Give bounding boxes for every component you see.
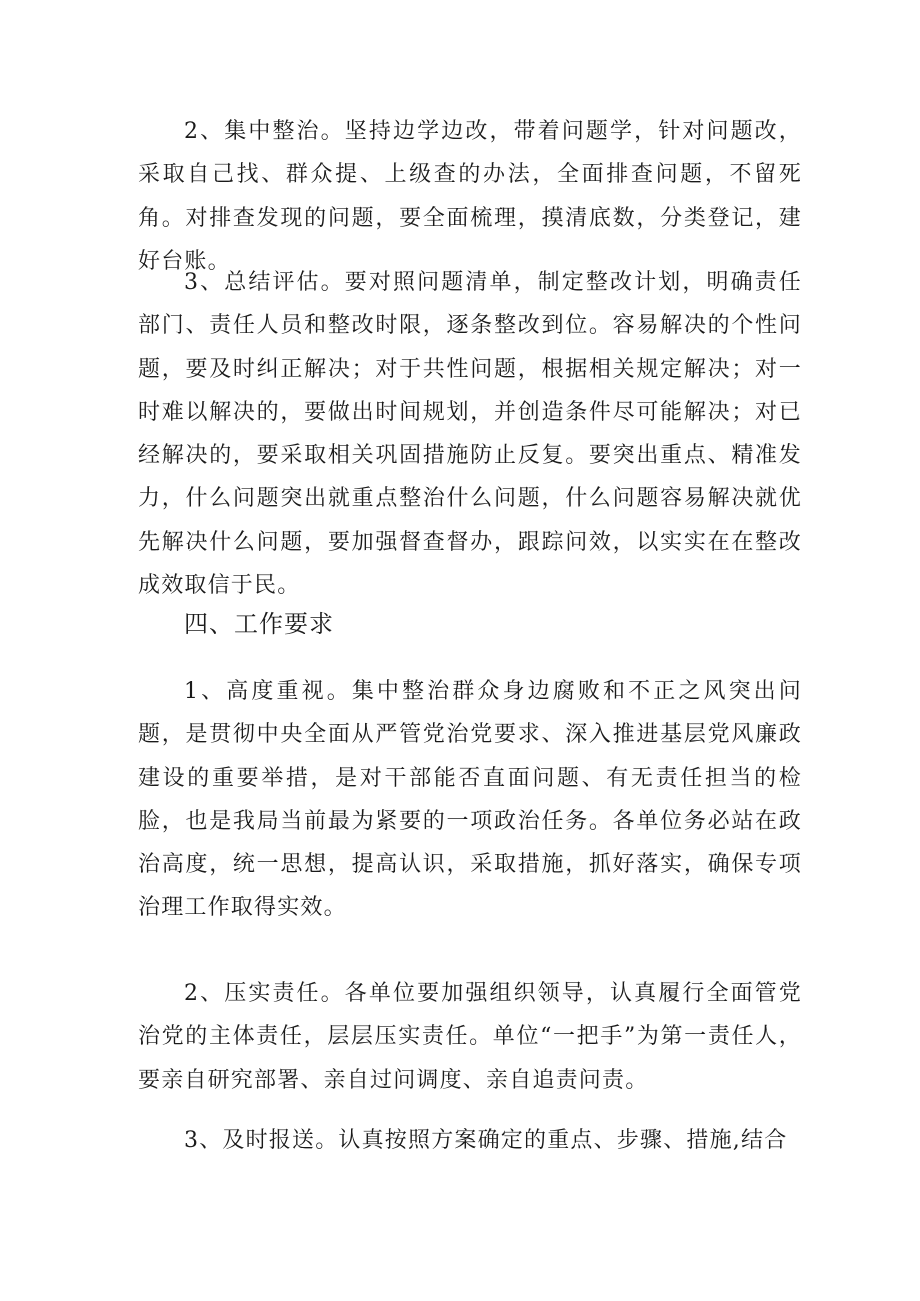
paragraph-responsibility: 2、压实责任。各单位要加强组织领导，认真履行全面管党治党的主体责任，层层压实责任。单位“一把手”为第一责任人，要亲自研究部署、亲自过问调度、亲自追责问责。 <box>138 981 802 1093</box>
paragraph-centralized-rectification: 2、集中整治。坚持边学边改，带着问题学，针对问题改，采取自己找、群众提、上级查的办法，全面排查问题，不留死角。对排查发现的问题，要全面梳理，摸清底数，分类登记，建好台账。 <box>138 119 802 274</box>
paragraph-timely-reporting: 3、及时报送。认真按照方案确定的重点、步骤、措施,结合 <box>184 1128 788 1153</box>
paragraph-high-attention: 1、高度重视。集中整治群众身边腐败和不正之风突出问题，是贯彻中央全面从严管党治党要求、深入推进基层党风廉政建设的重要举措，是对干部能否直面问题、有无责任担当的检脸，也是我局当前最为紧要的一项政治任务。各单位务必站在政治高度，统一思想，提高认识，采取措施，抓好落实，确保专项治理工作取得实效。 <box>138 679 802 921</box>
paragraph-summary-evaluation: 3、总结评估。要对照问题清单，制定整改计划，明确责任部门、责任人员和整改时限，逐条整改到位。容易解决的个性问题，要及时纠正解决；对于共性问题，根据相关规定解决；对一时难以解决的，要做出时间规划，并创造条件尽可能解决；对已经解决的，要采取相关巩固措施防止反复。要突出重点、精准发力，什么问题突出就重点整治什么问题，什么问题容易解决就优先解决什么问题，要加强督查督办，跟踪问效，以实实在在整改成效取信于民。 <box>138 270 802 599</box>
section-heading-work-requirements: 四、工作要求 <box>184 610 334 638</box>
